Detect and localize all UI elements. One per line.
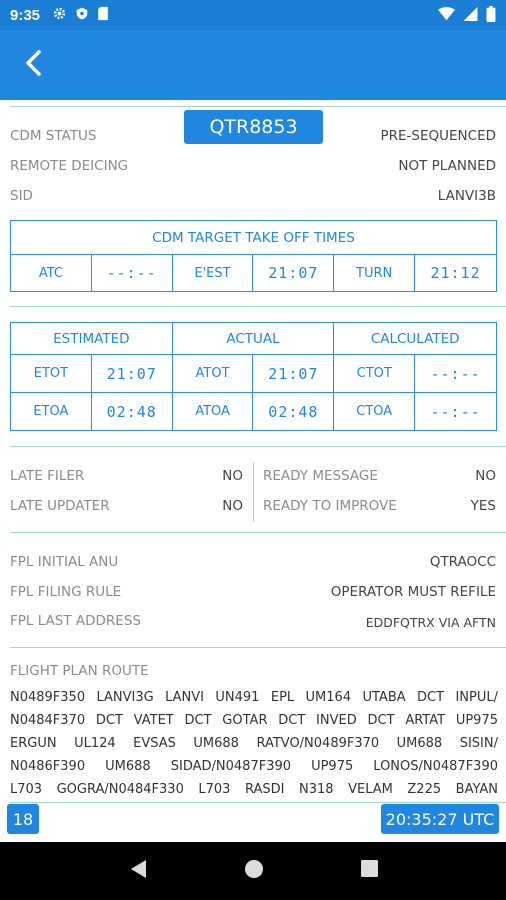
atoa-value: 02:48 (253, 393, 334, 431)
fpl-last-address-value: EDDFQTRX VIA AFTN (365, 615, 496, 630)
status-bar (0, 0, 506, 30)
sid-label: SID (10, 188, 33, 204)
nav-recents-button[interactable] (361, 860, 378, 882)
ready-improve-label: READY TO IMPROVE (263, 498, 397, 514)
route-line: N0486F390 UM688 SIDAD/N0487F390 UP975 LONOS/N0487F390 (10, 759, 498, 774)
cdm-status-value: PRE-SEQUENCED (380, 128, 496, 144)
route-line: N0489F350 LANVI3G LANVI UN491 EPL UM164 UTABA DCT INPUL/ (10, 690, 498, 705)
divider (10, 446, 506, 447)
etoa-label: ETOA (11, 393, 92, 431)
remote-deicing-value: NOT PLANNED (398, 158, 496, 174)
atoa-label: ATOA (172, 393, 253, 431)
ctot-label: CTOT (334, 355, 415, 393)
fpl-filing-rule-value: OPERATOR MUST REFILE (330, 584, 496, 600)
signal-icon (463, 7, 478, 24)
etot-value: 21:07 (91, 355, 172, 393)
back-button[interactable] (16, 48, 50, 82)
divider (10, 802, 506, 803)
flight-details (0, 100, 506, 840)
ready-message-value: NO (475, 468, 496, 484)
eest-value: 21:07 (253, 255, 334, 292)
divider (10, 532, 506, 533)
nav-home-button[interactable] (244, 859, 264, 884)
ready-improve-value: YES (470, 498, 496, 514)
ctot-value: --:-- (415, 355, 497, 393)
target-times-table (10, 220, 497, 292)
wifi-icon (438, 7, 455, 24)
actual-header: ACTUAL (172, 323, 334, 355)
atot-label: ATOT (172, 355, 253, 393)
late-filer-label: LATE FILER (10, 468, 85, 484)
system-nav-bar (0, 842, 506, 900)
ready-message-label: READY MESSAGE (263, 468, 378, 484)
late-updater-value: NO (222, 498, 243, 514)
flight-id-badge: QTR8853 (184, 110, 323, 144)
count-badge: 18 (7, 804, 39, 834)
route-line: L703 GOGRA/N0484F330 L703 RASDI N318 VELAM Z225 BAYAN (10, 782, 498, 797)
calculated-header: CALCULATED (334, 323, 497, 355)
fpl-initial-anu-value: QTRAOCC (429, 554, 496, 570)
gear-icon (52, 6, 67, 24)
battery-icon (486, 6, 496, 25)
late-updater-label: LATE UPDATER (10, 498, 110, 514)
fpl-filing-rule-label: FPL FILING RULE (10, 584, 122, 600)
route-line: ERGUN UL124 EVSAS UM688 RATVO/N0489F370 UM688 SISIN/ (10, 736, 498, 751)
route-text (10, 686, 498, 801)
divider (10, 306, 506, 307)
nav-back-button[interactable] (129, 859, 147, 884)
atot-value: 21:07 (253, 355, 334, 393)
divider (10, 647, 506, 648)
ctoa-value: --:-- (415, 393, 497, 431)
times-table (10, 322, 497, 431)
app-bar (0, 30, 506, 100)
divider (10, 106, 506, 107)
shield-icon (75, 6, 89, 24)
sd-card-icon (97, 6, 109, 24)
status-time: 9:35 (10, 6, 41, 24)
late-filer-value: NO (222, 468, 243, 484)
chevron-left-icon (23, 50, 43, 81)
sid-value: LANVI3B (437, 188, 496, 204)
fpl-last-address-label: FPL LAST ADDRESS (10, 613, 141, 629)
flags-divider (253, 462, 254, 522)
target-times-title: CDM TARGET TAKE OFF TIMES (11, 221, 497, 255)
etot-label: ETOT (11, 355, 92, 393)
fpl-initial-anu-label: FPL INITIAL ANU (10, 554, 119, 570)
cdm-status-label: CDM STATUS (10, 128, 97, 144)
ctoa-label: CTOA (334, 393, 415, 431)
route-line: N0484F370 DCT VATET DCT GOTAR DCT INVED DCT ARTAT UP975 (10, 713, 498, 728)
estimated-header: ESTIMATED (11, 323, 173, 355)
turn-value: 21:12 (415, 255, 497, 292)
utc-clock: 20:35:27 UTC (381, 804, 499, 834)
turn-label: TURN (334, 255, 415, 292)
route-label: FLIGHT PLAN ROUTE (10, 663, 149, 679)
atc-value: --:-- (91, 255, 172, 292)
etoa-value: 02:48 (91, 393, 172, 431)
atc-label: ATC (11, 255, 92, 292)
eest-label: E'EST (172, 255, 253, 292)
remote-deicing-label: REMOTE DEICING (10, 158, 129, 174)
